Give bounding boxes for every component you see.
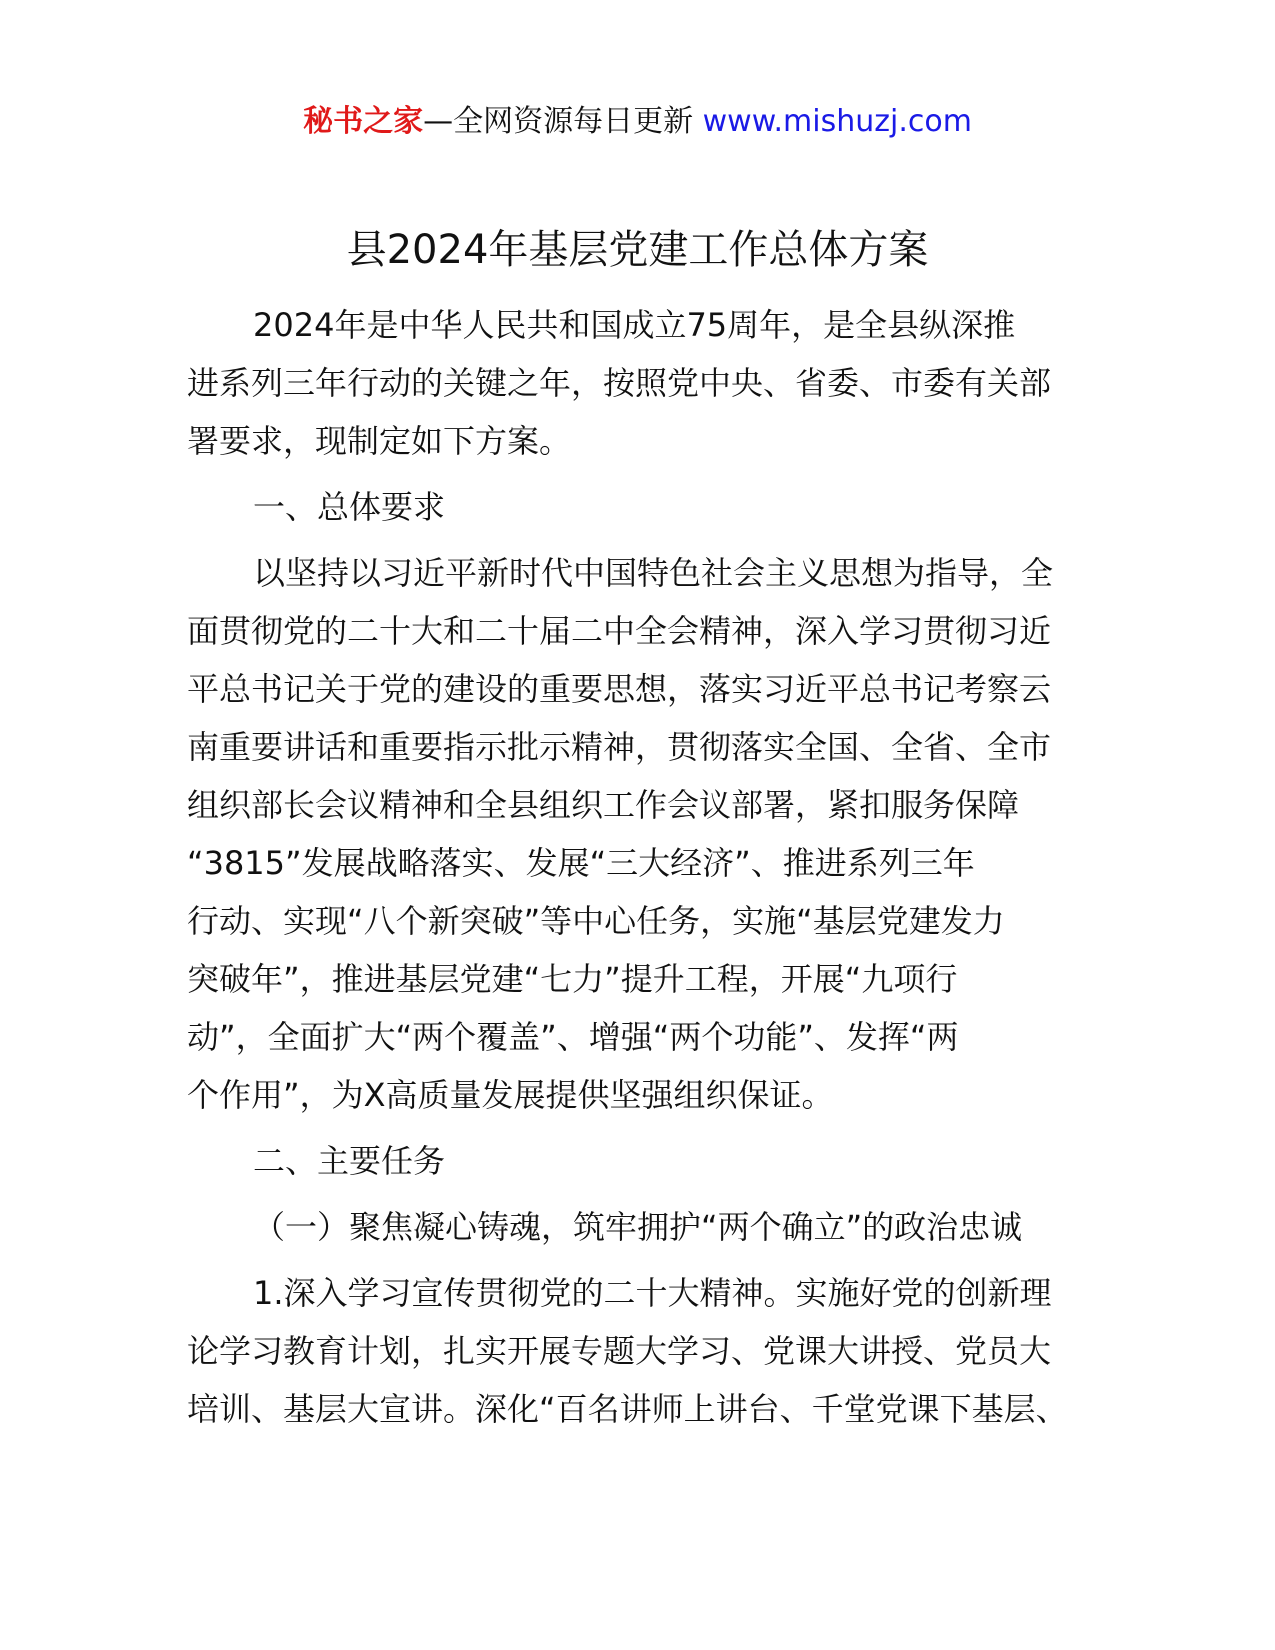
paragraph-line: 南重要讲话和重要指示批示精神，贯彻落实全国、全省、全市: [187, 728, 1052, 766]
paragraph-line: 行动、实现“八个新突破”等中心任务，实施“基层党建发力: [187, 902, 1005, 940]
document-title: 县2024年基层党建工作总体方案: [346, 227, 929, 273]
paragraph-line: 进系列三年行动的关键之年，按照党中央、省委、市委有关部: [187, 364, 1052, 402]
section-heading: 一、总体要求: [253, 488, 446, 526]
paragraph-line: 组织部长会议精神和全县组织工作会议部署，紧扣服务保障: [187, 786, 1020, 824]
brand-name: 秘书之家: [303, 104, 424, 139]
site-url-link[interactable]: www.mishuzj.com: [702, 104, 972, 139]
paragraph-line: 论学习教育计划，扎实开展专题大学习、党课大讲授、党员大: [187, 1332, 1052, 1370]
paragraph-line: 1.深入学习宣传贯彻党的二十大精神。实施好党的创新理: [253, 1274, 1052, 1312]
section-heading: 二、主要任务: [253, 1142, 446, 1180]
paragraph-line: 突破年”，推进基层党建“七力”提升工程，开展“九项行: [187, 960, 958, 998]
paragraph-line: 培训、基层大宣讲。深化“百名讲师上讲台、千堂党课下基层、: [187, 1390, 1068, 1428]
subsection-heading: （一）聚焦凝心铸魂，筑牢拥护“两个确立”的政治忠诚: [253, 1208, 1023, 1246]
paragraph-line: 面贯彻党的二十大和二十届二中全会精神，深入学习贯彻习近: [187, 612, 1052, 650]
paragraph-line: 平总书记关于党的建设的重要思想，落实习近平总书记考察云: [187, 670, 1052, 708]
document-body: [187, 296, 1087, 1438]
header-tagline: —全网资源每日更新: [423, 104, 694, 139]
paragraph-line: “3815”发展战略落实、发展“三大经济”、推进系列三年: [187, 844, 975, 882]
paragraph-line: 个作用”，为X高质量发展提供坚强组织保证。: [187, 1076, 834, 1114]
site-header: [0, 100, 1275, 144]
paragraph-line: 2024年是中华人民共和国成立75周年，是全县纵深推: [253, 306, 1016, 344]
paragraph-line: 署要求，现制定如下方案。: [187, 422, 572, 460]
paragraph-line: 以坚持以习近平新时代中国特色社会主义思想为指导，全: [253, 554, 1054, 592]
paragraph-line: 动”，全面扩大“两个覆盖”、增强“两个功能”、发挥“两: [187, 1018, 959, 1056]
